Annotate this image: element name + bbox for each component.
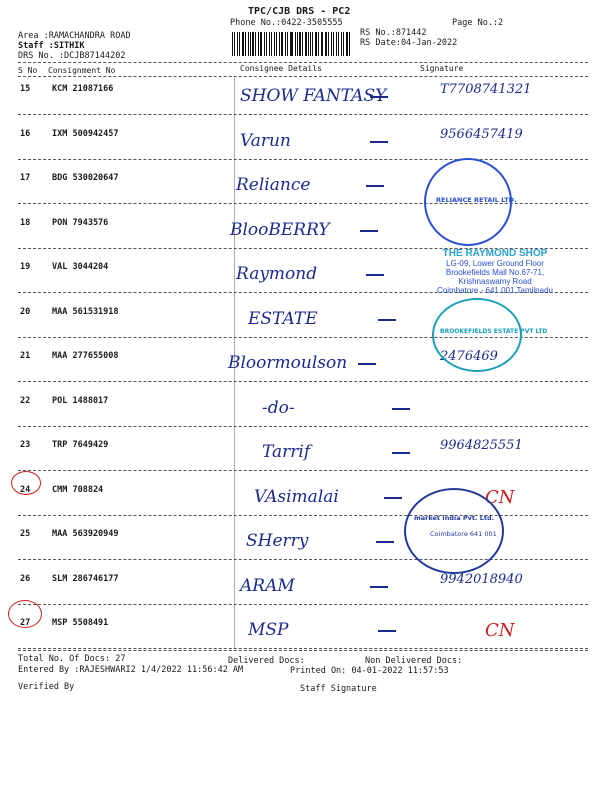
barcode-bar	[291, 32, 292, 56]
handwritten-consignee: SHerry	[246, 531, 309, 551]
staff-signature-label: Staff Signature	[300, 684, 377, 694]
barcode-bar	[290, 32, 291, 56]
row-sno: 16	[20, 128, 31, 139]
handwritten-consignee: Reliance	[236, 175, 311, 195]
raymond-stamp	[400, 248, 590, 295]
row-consignment: KCM 21087166	[52, 84, 114, 94]
barcode-bar	[333, 32, 334, 56]
barcode-bar	[242, 32, 244, 56]
handwritten-consignee: ESTATE	[248, 308, 318, 329]
barcode-bar	[310, 32, 311, 56]
row-divider	[18, 159, 588, 160]
barcode-bar	[258, 32, 259, 56]
row-sno: 26	[20, 573, 31, 584]
barcode-bar	[349, 32, 350, 56]
barcode-bar	[346, 32, 348, 56]
barcode-bar	[252, 32, 253, 56]
red-circle-24	[11, 471, 41, 495]
row-sno: 25	[20, 529, 31, 539]
red-circle-27	[8, 600, 42, 628]
barcode-bar	[343, 32, 344, 56]
barcode-bar	[239, 32, 240, 56]
row-divider	[18, 381, 588, 382]
printed-on: Printed On: 04-01-2022 11:57:53	[290, 666, 449, 676]
entered-by: Entered By :RAJESHWARI2 1/4/2022 11:56:42 AM	[18, 665, 244, 675]
row-sno: 24	[20, 484, 31, 495]
market-stamp-city: Coimbatore 641 001	[430, 530, 497, 538]
handwritten-signature: 2476469	[440, 349, 498, 364]
barcode-bar	[250, 32, 251, 56]
row-consignment: SLM 286746177	[52, 573, 119, 584]
raymond-stamp-line4: Coimbatore - 641 001 Tamilnadu	[437, 286, 553, 295]
handwritten-signature: 9942018940	[440, 571, 523, 587]
row-consignment: TRP 7649429	[52, 440, 109, 450]
barcode-bar	[269, 32, 270, 56]
handwritten-dash	[378, 319, 396, 321]
barcode-bar	[312, 32, 313, 56]
handwritten-dash	[370, 141, 388, 143]
brookefields-stamp	[432, 298, 548, 372]
row-consignment: MAA 277655008	[52, 351, 119, 361]
raymond-stamp-line3: Krishnaswamy Road	[458, 277, 532, 286]
area-label: Area :RAMACHANDRA ROAD	[18, 31, 131, 41]
row-sno: 22	[20, 395, 31, 406]
handwritten-dash	[366, 185, 384, 187]
barcode-bar	[299, 32, 301, 56]
row-divider	[18, 114, 588, 115]
page-number: Page No.:2	[452, 18, 504, 28]
handwritten-dash	[366, 274, 384, 276]
drs-number: DRS No. :DCJB87144202	[18, 51, 126, 61]
row-sno: 20	[20, 306, 31, 317]
barcode-bar	[255, 32, 256, 56]
barcode	[232, 32, 352, 56]
handwritten-dash	[392, 408, 410, 410]
row-sno: 18	[20, 217, 31, 228]
barcode-bar	[331, 32, 332, 56]
barcode-bar	[234, 32, 235, 56]
row-sno: 19	[20, 262, 31, 272]
row-consignment: VAL 3044204	[52, 262, 109, 272]
handwritten-dash	[360, 230, 378, 232]
row-consignment: MAA 561531918	[52, 306, 119, 317]
barcode-bar	[237, 32, 238, 56]
handwritten-signature: 9566457419	[440, 126, 523, 142]
row-divider	[18, 470, 588, 471]
handwritten-signature: T7708741321	[440, 82, 532, 97]
raymond-stamp-title: THE RAYMOND SHOP	[442, 248, 548, 259]
reliance-stamp-text: RELIANCE RETAIL LTD.	[436, 196, 517, 204]
handwritten-consignee: ARAM	[240, 575, 295, 596]
handwritten-consignee: Bloormoulson	[228, 353, 348, 373]
handwritten-consignee: -do-	[262, 397, 295, 418]
barcode-bar	[248, 32, 249, 56]
barcode-bar	[302, 32, 303, 56]
raymond-stamp-line2: Brookefields Mall No.67-71,	[445, 268, 545, 277]
brookefields-stamp-text: BROOKEFIELDS ESTATE PVT LTD	[440, 328, 548, 335]
barcode-bar	[325, 32, 327, 56]
rs-number: RS No.:871442	[360, 28, 427, 38]
delivered-docs: Delivered Docs:	[228, 656, 305, 666]
barcode-bar	[336, 32, 337, 56]
col-signature: Signature	[420, 64, 464, 73]
barcode-bar	[328, 32, 329, 56]
row-divider	[18, 559, 588, 560]
row-consignment: PON 7943576	[52, 217, 109, 228]
row-sno: 17	[20, 173, 31, 183]
barcode-bar	[281, 32, 283, 56]
handwritten-dash	[370, 96, 388, 98]
row-consignment: MAA 563920949	[52, 529, 119, 539]
barcode-bar	[279, 32, 280, 56]
total-docs: Total No. Of Docs: 27	[18, 654, 126, 664]
barcode-bar	[308, 32, 309, 56]
barcode-bar	[322, 32, 323, 56]
staff-label: Staff :SITHIK	[18, 41, 85, 51]
handwritten-signature: CN	[485, 620, 515, 641]
barcode-bar	[318, 32, 319, 56]
barcode-bar	[245, 32, 246, 56]
barcode-bar	[266, 32, 267, 56]
barcode-bar	[271, 32, 272, 56]
handwritten-consignee: BlooBERRY	[230, 219, 330, 240]
rs-date: RS Date:04-Jan-2022	[360, 38, 458, 48]
phone-number: Phone No.:0422-3505555	[230, 18, 343, 28]
col-sno: S No	[18, 66, 38, 75]
row-divider	[18, 426, 588, 427]
verified-by: Verified By	[18, 682, 75, 692]
non-delivered-docs: Non Delivered Docs:	[365, 656, 463, 666]
barcode-bar	[232, 32, 233, 56]
handwritten-dash	[370, 586, 388, 588]
raymond-stamp-line1: LG-09, Lower Ground Floor	[446, 259, 544, 268]
row-sno: 21	[20, 351, 31, 361]
handwritten-dash	[378, 630, 396, 632]
row-sno: 27	[20, 618, 31, 628]
reliance-stamp	[424, 158, 517, 246]
barcode-bar	[295, 32, 296, 56]
col-consignment: Consignment No	[48, 66, 116, 75]
handwritten-dash	[376, 541, 394, 543]
handwritten-consignee: Raymond	[236, 264, 318, 284]
handwritten-consignee: SHOW FANTASY	[240, 86, 387, 106]
handwritten-consignee: MSP	[248, 620, 289, 640]
row-consignment: CMM 708824	[52, 484, 104, 495]
barcode-bar	[285, 32, 286, 56]
barcode-bar	[338, 32, 339, 56]
handwritten-consignee: Varun	[240, 130, 291, 151]
row-divider	[18, 648, 588, 649]
row-consignment: IXM 500942457	[52, 128, 119, 139]
handwritten-signature: CN	[485, 486, 515, 508]
handwritten-dash	[384, 497, 402, 499]
handwritten-dash	[358, 363, 376, 365]
row-sno: 15	[20, 84, 31, 94]
barcode-bar	[341, 32, 342, 56]
handwritten-consignee: VAsimalai	[254, 486, 339, 507]
barcode-bar	[264, 32, 265, 56]
handwritten-dash	[392, 452, 410, 454]
col-consignee-details: Consignee Details	[240, 64, 322, 73]
handwritten-consignee: Tarrif	[262, 442, 311, 462]
market-stamp-text: market India Pvt. Ltd.	[414, 514, 495, 522]
document-title: TPC/CJB DRS - PC2	[248, 6, 351, 17]
row-divider	[18, 604, 588, 605]
barcode-bar	[321, 32, 322, 56]
barcode-bar	[287, 32, 288, 56]
row-consignment: POL 1488017	[52, 395, 109, 406]
row-consignment: BDG 530020647	[52, 173, 119, 183]
barcode-bar	[297, 32, 298, 56]
barcode-bar	[260, 32, 262, 56]
barcode-bar	[274, 32, 275, 56]
market-stamp	[404, 488, 504, 574]
barcode-bar	[305, 32, 306, 56]
row-sno: 23	[20, 440, 31, 450]
handwritten-signature: 9964825551	[440, 438, 523, 453]
row-divider	[18, 515, 588, 516]
barcode-bar	[315, 32, 316, 56]
barcode-bar	[276, 32, 277, 56]
row-consignment: MSP 5508491	[52, 618, 109, 628]
